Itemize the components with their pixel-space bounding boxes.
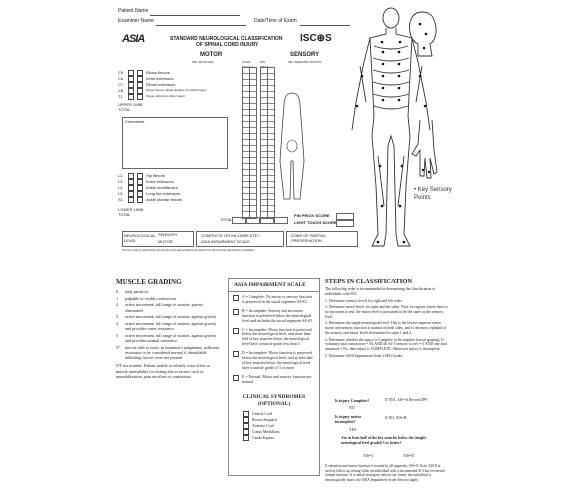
complete-incomplete-box[interactable]	[196, 231, 284, 247]
muscle-grade-item	[116, 302, 221, 312]
asia-scale-list	[229, 292, 319, 392]
sensory-row-label: SENSORY	[158, 232, 178, 237]
asia-scale-item	[233, 295, 315, 305]
muscle-grading-nt: NT not testable. Patient unable to reliably exert effort or muscle unavailable for testing due to factors such as immobilization, pain on effort or contracture.	[116, 363, 211, 379]
muscle-grade-item	[116, 289, 221, 294]
checkbox[interactable]	[137, 197, 143, 203]
clinical-syndromes-title: CLINICAL SYNDROMES (OPTIONAL)	[242, 393, 306, 407]
level-l3: L3	[118, 179, 123, 184]
complete-incomplete-label: COMPLETE OR INCOMPLETE?	[201, 233, 260, 238]
muscle-label: Ankle plantar flexors	[146, 197, 183, 202]
patient-name-label: Patient Name	[118, 8, 149, 14]
muscle-label: Elbow extensors	[146, 82, 176, 87]
grade-number: 3	[116, 314, 119, 320]
comments-box[interactable]	[122, 117, 228, 169]
asia-grade-text: C = Incomplete: Motor function is preserved below the neurological level, and more than half of key muscles below the neurological level have a muscle grade less than 3.	[242, 327, 312, 347]
asia-grade-checkbox[interactable]	[233, 328, 239, 334]
no-label-1: NO	[349, 406, 355, 410]
level-l4: L4	[118, 185, 123, 190]
checkbox[interactable]	[137, 94, 143, 100]
muscle-label: Long toe extensors	[146, 191, 181, 196]
syndrome-item	[243, 435, 305, 441]
key-sensory-legend: • Key Sensory Points	[414, 187, 452, 201]
light-touch-label: LIGHT	[242, 60, 251, 64]
total-box-3[interactable]	[260, 217, 274, 224]
level-t1: T1	[118, 94, 123, 99]
half-key-muscles-question: Are at least half of the key muscles below the (single) neurological level graded 3 or better?	[341, 436, 427, 445]
pin-prick-label: PIN	[260, 60, 266, 64]
syndrome-label: Anterior Cord	[252, 423, 274, 428]
zone-partial-label: ZONE OF PARTIAL PRESERVATION	[291, 233, 327, 243]
light-touch-score-label: LIGHT TOUCH SCORE	[294, 220, 337, 225]
asia-scale-item	[233, 328, 315, 348]
yes-a-label: If YES, AIS=A Record ZPP	[385, 398, 428, 402]
yes-label: YES	[349, 428, 357, 432]
ais-d-label: AIS=D	[403, 454, 415, 458]
grade-description: active movement, full range of motion, against gravity and provides some resistance	[125, 321, 217, 332]
upper-total-label: TOTAL	[118, 107, 131, 112]
total-box-2[interactable]	[246, 217, 260, 224]
totals-label: TOTAL	[220, 217, 233, 222]
muscle-grade-item	[116, 321, 221, 331]
asia-grade-text: B = Incomplete: Sensory but not motor function is preserved below the neurological level and includes the sacral segments S4-S5.	[242, 308, 313, 323]
grade-number: 0	[116, 289, 119, 294]
footer-note: This form may be copied freely but should not be altered without permission from the American Spinal Injury Association.	[122, 249, 256, 252]
muscle-grade-item	[116, 333, 221, 343]
comments-label: Comments	[125, 119, 145, 124]
level-c7: C7	[118, 82, 124, 87]
syndrome-checkbox[interactable]	[243, 417, 249, 423]
grade-number: 1	[116, 295, 119, 301]
muscle-grade-item	[116, 345, 221, 361]
ais-flowchart	[335, 398, 450, 460]
level-c8: C8	[118, 88, 124, 93]
sensory-label: SENSORY	[290, 52, 320, 58]
step-item: 4. Determine whether the injury is Complete or Incomplete (sacral sparing). If voluntary anal contraction = No AND all S4-5 sensory scores = 0 AND any anal sensation = No, then injury is COMPLETE. Otherwise injury is incomplete.	[325, 337, 447, 351]
patient-name-field[interactable]	[150, 15, 240, 16]
syndrome-checkbox[interactable]	[243, 435, 249, 441]
head-profile-diagram	[402, 8, 442, 60]
muscle-label: Wrist extensors	[146, 76, 174, 81]
level-s1: S1	[118, 197, 123, 202]
motor-row-label: MOTOR	[158, 239, 173, 244]
muscle-label: Elbow flexors	[146, 70, 170, 75]
asia-grade-checkbox[interactable]	[233, 295, 239, 301]
upper-limb-label: UPPER LIMB	[118, 102, 143, 107]
total-box-1[interactable]	[232, 217, 246, 224]
asia-impairment-scale-label: ASIA IMPAIRMENT SCALE	[201, 239, 250, 244]
level-c5: C5	[118, 70, 124, 75]
iscos-logo: ISC⊕S	[300, 33, 332, 44]
steps-intro: The following order is recommended in determining the classification of individuals with SCI.	[325, 287, 436, 296]
muscle-label: Knee extensors	[146, 179, 174, 184]
examiner-name-label: Examiner Name	[118, 18, 154, 24]
clinical-syndromes-list	[229, 410, 319, 443]
title-line2: OF SPINAL CORD INJURY	[196, 42, 259, 48]
syndrome-label: Central Cord	[252, 411, 273, 416]
light-touch-left-column[interactable]	[249, 67, 257, 219]
lower-total-label: TOTAL	[118, 212, 131, 217]
asia-grade-text: A = Complete: No motor or sensory function is preserved in the sacral segments S4-S5.	[242, 295, 312, 304]
muscle-grading-section	[116, 278, 221, 379]
syndrome-label: Cauda Equina	[252, 436, 274, 441]
is-complete-label: Is injury Complete?	[335, 398, 370, 403]
asia-grade-text: D = Incomplete: Motor function is preserved below the neurological level, and at least half of key muscles below the neurological level have a muscle grade of 3 or more.	[242, 351, 313, 370]
grade-number: 2	[116, 302, 119, 308]
grade-description: muscle able to exert, in examiner's judgement, sufficient resistance to be considered normal if identifiable inhibiting factors were not present	[125, 344, 220, 361]
asia-scale-section	[228, 278, 320, 476]
date-time-label: Date/Time of Exam	[254, 18, 297, 24]
is-motor-incomplete-label: Is injury motor incomplete?	[335, 414, 362, 424]
no-b-label: If NO, AIS=B	[385, 416, 407, 420]
grade-number: 4	[116, 321, 119, 327]
muscle-label: Hip flexors	[146, 173, 165, 178]
checkbox[interactable]	[128, 197, 134, 203]
grade-number: 5*	[116, 344, 121, 350]
asia-scale-item	[233, 351, 315, 371]
key-sensory-points-label: KEY SENSORY POINTS	[288, 60, 322, 64]
muscle-grading-title: MUSCLE GRADING	[116, 278, 182, 286]
total-box-4[interactable]	[274, 217, 288, 224]
muscle-grade-item	[116, 314, 221, 319]
upper-muscle-list	[118, 70, 228, 112]
step-item: 3. Determine the single neurological level. This is the lowest segment where motor and sensory function is normal on both sides, and is the most cephalad of the sensory and motor levels determined in steps 1 and 2.	[325, 321, 447, 335]
muscle-label: Finger flexors (distal phalanx of middle finger)	[146, 88, 207, 92]
level-l5: L5	[118, 191, 123, 196]
grade-number: 5	[116, 332, 119, 338]
muscle-grade-item	[116, 296, 221, 301]
hand-diagram	[410, 120, 440, 180]
steps-section	[325, 278, 450, 482]
title-line1: STANDARD NEUROLOGICAL CLASSIFICATION	[170, 36, 283, 42]
asia-grade-text: E = Normal: Motor and sensory function are normal.	[242, 374, 312, 384]
sacral-body-diagram	[278, 91, 306, 201]
step-item: 2. Determine motor levels for right and left sides. Note: in regions where there is no myotome to test, the motor level is presumed to be the same as the sensory level.	[325, 305, 448, 319]
muscle-label: Finger abductors (little finger)	[146, 94, 186, 98]
steps-list	[325, 299, 450, 359]
grade-description: active movement, full range of motion, gravity eliminated	[125, 302, 204, 313]
level-l2: L2	[118, 173, 123, 178]
checkbox[interactable]	[128, 94, 134, 100]
asia-scale-item	[233, 375, 315, 385]
asia-grade-checkbox[interactable]	[233, 375, 239, 381]
asia-scale-title: ASIA IMPAIRMENT SCALE	[229, 279, 319, 292]
pin-prick-score-label: PIN PRICK SCORE	[294, 213, 330, 218]
grade-description: palpable or visible contraction	[125, 295, 176, 301]
motor-label: MOTOR	[200, 52, 223, 58]
ais-c-label: AIS=C	[363, 454, 374, 458]
steps-title: STEPS IN CLASSIFICATION	[325, 278, 413, 285]
date-time-field[interactable]	[300, 25, 350, 26]
asia-grade-checkbox[interactable]	[233, 351, 239, 357]
syndrome-checkbox[interactable]	[243, 411, 249, 417]
key-muscles-label: KEY MUSCLES	[192, 60, 214, 64]
step-item: 5. Determine ASIA Impairment Scale (AIS) Grade:	[325, 353, 403, 358]
grade-description: active movement, full range of motion, against gravity and provides normal resistance	[125, 332, 217, 344]
muscle-label: Ankle dorsiflexors	[146, 185, 178, 190]
syndrome-label: Conus Medullaris	[252, 429, 280, 434]
neurological-level-label: NEUROLOGICAL LEVEL	[124, 233, 156, 243]
steps-outro: If sensation and motor function is normal in all segments, AIS=E Note: AIS E is used in follow up testing when an individual with a documented SCI has recovered normal function. If at initial testing no deficits are found, the individual is neurologically intact; the ASIA Impairment Scale does not apply.	[325, 464, 445, 482]
asia-grade-checkbox[interactable]	[233, 309, 239, 315]
step-item: 1. Determine sensory levels for right and left sides.	[325, 298, 403, 303]
grade-description: total paralysis	[125, 289, 149, 294]
asia-scale-item	[233, 309, 315, 324]
lower-limb-label: LOWER LIMB	[118, 207, 144, 212]
examiner-name-field[interactable]	[156, 25, 246, 26]
syndrome-label: Brown-Sequard	[252, 417, 277, 422]
muscle-grading-list	[116, 289, 221, 360]
grade-description: active movement, full range of motion, against gravity	[125, 314, 217, 320]
lower-muscle-list	[118, 173, 228, 217]
asia-logo: ASIA	[122, 33, 145, 45]
pin-prick-left-column[interactable]	[267, 67, 275, 219]
level-c6: C6	[118, 76, 124, 81]
